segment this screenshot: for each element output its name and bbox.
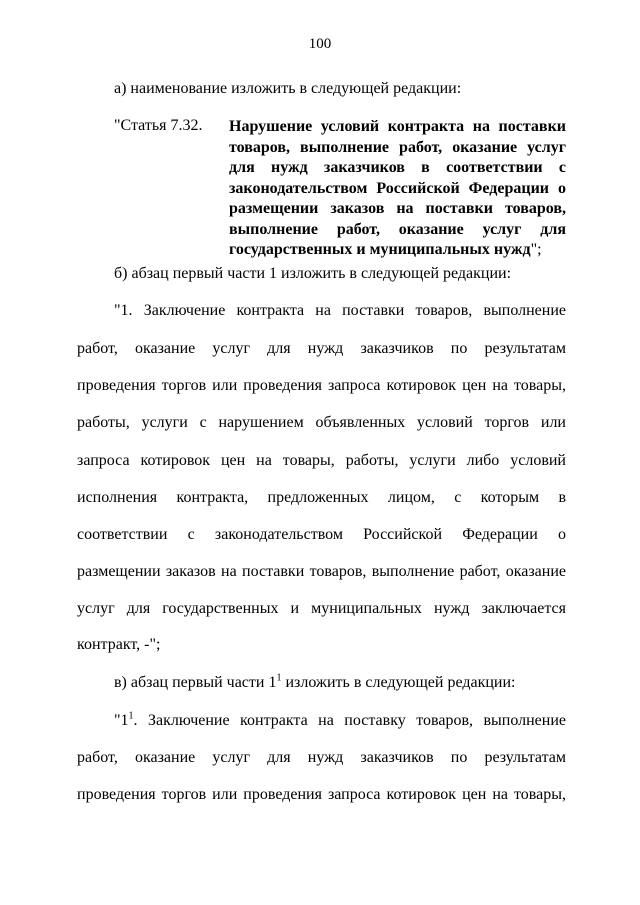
item-b-line: исполнения контракта, предложенных лицом, с которым в xyxy=(77,489,566,506)
item-b-line: "1. Заключение контракта на поставки товаров, выполнение xyxy=(114,302,566,319)
item-c-first-line-text: . Заключение контракта на поставку товаров, выполнение xyxy=(133,712,566,729)
item-c-quote-number: "1 xyxy=(114,712,129,729)
item-b-line: соответствии с законодательством Российской Федерации о xyxy=(77,526,566,543)
item-b-line: работы, услуги с нарушением объявленных условий торгов или xyxy=(77,414,566,431)
item-c-intro xyxy=(114,674,515,692)
article-title-text: Нарушение условий контракта на поставки товаров, выполнение работ, оказание услуг для нужд заказчиков в соответствии с законодательством Российской Федерации о размещении заказов на поставки товаров, выполнение работ, оказание услуг для государственных и муниципальных нужд xyxy=(229,118,566,258)
item-c-intro-rest: изложить в следующей редакции: xyxy=(281,674,516,691)
item-c-first-line xyxy=(114,712,566,730)
item-c-line: проведения торгов или проведения запроса котировок цен на товары, xyxy=(77,786,566,803)
item-b-intro: б) абзац первый части 1 изложить в следующей редакции: xyxy=(114,265,512,282)
item-c-intro-superscript: 1 xyxy=(276,672,282,684)
item-b-last-line: контракт, -"; xyxy=(77,636,161,653)
item-b-line: проведения торгов или проведения запроса котировок цен на товары, xyxy=(77,377,566,394)
article-label: "Статья 7.32. xyxy=(114,117,203,134)
item-a-intro: а) наименование изложить в следующей редакции: xyxy=(114,80,462,97)
item-c-intro-text: в) абзац первый части 1 xyxy=(114,674,277,691)
item-b-line: услуг для государственных и муниципальных нужд заключается xyxy=(77,600,566,617)
item-c-superscript: 1 xyxy=(128,710,134,722)
article-title xyxy=(229,117,566,261)
item-b-line: запроса котировок цен на товары, работы, услуги либо условий xyxy=(77,452,566,469)
item-b-line: размещении заказов на поставки товаров, выполнение работ, оказание xyxy=(77,563,566,580)
page-number: 100 xyxy=(308,36,332,52)
article-close-quote: "; xyxy=(530,241,542,258)
item-c-line: работ, оказание услуг для нужд заказчиков по результатам xyxy=(77,749,566,766)
item-b-line: работ, оказание услуг для нужд заказчиков по результатам xyxy=(77,340,566,357)
